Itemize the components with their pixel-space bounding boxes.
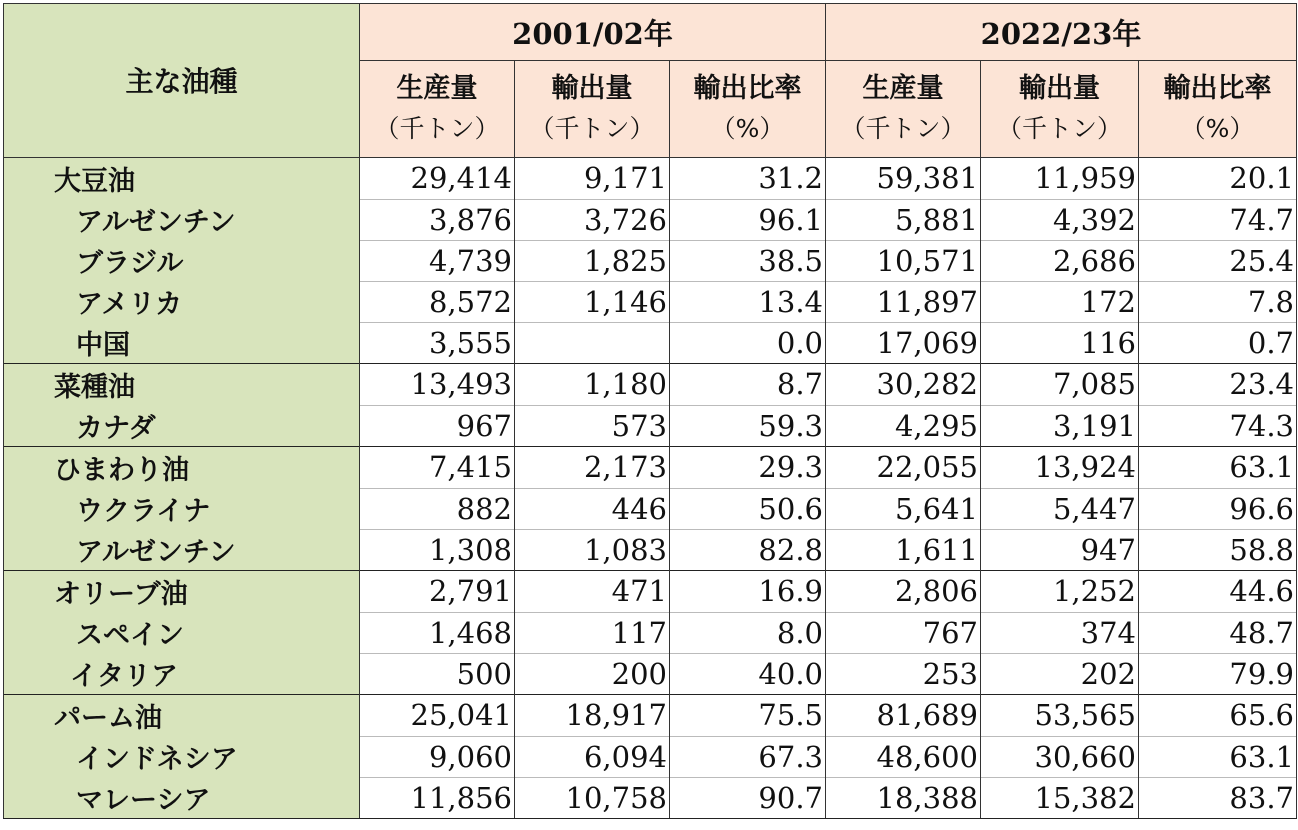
value-cell: 1,252 xyxy=(981,571,1139,613)
table-row xyxy=(4,405,1297,447)
value-cell: 82.8 xyxy=(670,529,826,571)
value-cell: 58.8 xyxy=(1139,529,1297,571)
value-cell: 1,825 xyxy=(515,240,670,281)
value-cell: 8,572 xyxy=(360,281,515,322)
value-cell: 4,392 xyxy=(981,199,1139,240)
value-cell: 573 xyxy=(515,405,670,447)
value-cell: 7.8 xyxy=(1139,281,1297,322)
value-cell: 3,876 xyxy=(360,199,515,240)
table-row xyxy=(4,529,1297,571)
value-cell: 30,282 xyxy=(826,364,981,406)
value-cell: 1,308 xyxy=(360,529,515,571)
country-name: スペイン xyxy=(4,612,360,653)
period-header-row xyxy=(4,4,1297,61)
value-cell: 2,791 xyxy=(360,571,515,613)
oil-type-name: ひまわり油 xyxy=(4,447,360,489)
value-cell: 5,447 xyxy=(981,488,1139,529)
value-cell: 29.3 xyxy=(670,447,826,489)
table-row xyxy=(4,612,1297,653)
value-cell: 253 xyxy=(826,653,981,695)
value-cell: 9,060 xyxy=(360,736,515,777)
period-header: 2001/02年 xyxy=(360,4,826,61)
country-name: ブラジル xyxy=(4,240,360,281)
column-header-unit: （%） xyxy=(710,114,785,143)
value-cell: 74.3 xyxy=(1139,405,1297,447)
value-cell: 48.7 xyxy=(1139,612,1297,653)
column-header-label: 輸出量 xyxy=(551,73,633,104)
column-header-unit: （千トン） xyxy=(996,114,1122,143)
value-cell: 3,555 xyxy=(360,322,515,364)
value-cell: 96.6 xyxy=(1139,488,1297,529)
oil-type-name: 菜種油 xyxy=(4,364,360,406)
table-row xyxy=(4,199,1297,240)
value-cell: 1,146 xyxy=(515,281,670,322)
table-row xyxy=(4,777,1297,819)
table-row xyxy=(4,571,1297,613)
value-cell: 40.0 xyxy=(670,653,826,695)
country-name: アルゼンチン xyxy=(4,199,360,240)
value-cell: 4,295 xyxy=(826,405,981,447)
value-cell: 29,414 xyxy=(360,158,515,200)
country-name: アルゼンチン xyxy=(4,529,360,571)
value-cell: 374 xyxy=(981,612,1139,653)
value-cell xyxy=(515,322,670,364)
table-row xyxy=(4,281,1297,322)
table-row xyxy=(4,364,1297,406)
value-cell: 7,415 xyxy=(360,447,515,489)
value-cell: 31.2 xyxy=(670,158,826,200)
value-cell: 7,085 xyxy=(981,364,1139,406)
value-cell: 202 xyxy=(981,653,1139,695)
value-cell: 20.1 xyxy=(1139,158,1297,200)
value-cell: 2,173 xyxy=(515,447,670,489)
column-header xyxy=(981,61,1139,158)
value-cell: 200 xyxy=(515,653,670,695)
value-cell: 18,917 xyxy=(515,695,670,737)
value-cell: 30,660 xyxy=(981,736,1139,777)
value-cell: 90.7 xyxy=(670,777,826,819)
period-header: 2022/23年 xyxy=(826,4,1297,61)
value-cell: 50.6 xyxy=(670,488,826,529)
value-cell: 63.1 xyxy=(1139,447,1297,489)
value-cell: 48,600 xyxy=(826,736,981,777)
oil-type-header: 主な油種 xyxy=(4,4,360,158)
value-cell: 63.1 xyxy=(1139,736,1297,777)
country-name: 中国 xyxy=(4,322,360,364)
value-cell: 1,611 xyxy=(826,529,981,571)
value-cell: 79.9 xyxy=(1139,653,1297,695)
column-header xyxy=(670,61,826,158)
value-cell: 117 xyxy=(515,612,670,653)
column-header xyxy=(1139,61,1297,158)
value-cell: 11,856 xyxy=(360,777,515,819)
value-cell: 67.3 xyxy=(670,736,826,777)
value-cell: 0.7 xyxy=(1139,322,1297,364)
value-cell: 44.6 xyxy=(1139,571,1297,613)
oil-type-name: 大豆油 xyxy=(4,158,360,200)
value-cell: 18,388 xyxy=(826,777,981,819)
value-cell: 947 xyxy=(981,529,1139,571)
table-row xyxy=(4,653,1297,695)
column-header xyxy=(360,61,515,158)
column-header-unit: （千トン） xyxy=(374,114,500,143)
value-cell: 2,686 xyxy=(981,240,1139,281)
oil-production-export-table xyxy=(3,3,1297,819)
value-cell: 446 xyxy=(515,488,670,529)
value-cell: 5,881 xyxy=(826,199,981,240)
value-cell: 25.4 xyxy=(1139,240,1297,281)
column-header-label: 輸出比率 xyxy=(693,73,802,104)
value-cell: 81,689 xyxy=(826,695,981,737)
value-cell: 83.7 xyxy=(1139,777,1297,819)
value-cell: 6,094 xyxy=(515,736,670,777)
value-cell: 11,897 xyxy=(826,281,981,322)
value-cell: 59,381 xyxy=(826,158,981,200)
value-cell: 1,468 xyxy=(360,612,515,653)
country-name: アメリカ xyxy=(4,281,360,322)
oil-table-container xyxy=(3,3,1297,819)
value-cell: 500 xyxy=(360,653,515,695)
country-name: マレーシア xyxy=(4,777,360,819)
country-name: イタリア xyxy=(4,653,360,695)
value-cell: 23.4 xyxy=(1139,364,1297,406)
column-header-label: 生産量 xyxy=(862,73,944,104)
value-cell: 13,493 xyxy=(360,364,515,406)
value-cell: 25,041 xyxy=(360,695,515,737)
value-cell: 10,758 xyxy=(515,777,670,819)
value-cell: 53,565 xyxy=(981,695,1139,737)
oil-type-name: オリーブ油 xyxy=(4,571,360,613)
value-cell: 59.3 xyxy=(670,405,826,447)
value-cell: 74.7 xyxy=(1139,199,1297,240)
value-cell: 22,055 xyxy=(826,447,981,489)
table-row xyxy=(4,488,1297,529)
value-cell: 8.0 xyxy=(670,612,826,653)
country-name: カナダ xyxy=(4,405,360,447)
value-cell: 2,806 xyxy=(826,571,981,613)
value-cell: 471 xyxy=(515,571,670,613)
column-header-label: 輸出比率 xyxy=(1163,73,1272,104)
value-cell: 0.0 xyxy=(670,322,826,364)
table-body xyxy=(4,158,1297,819)
value-cell: 116 xyxy=(981,322,1139,364)
column-header-unit: （千トン） xyxy=(529,114,655,143)
value-cell: 967 xyxy=(360,405,515,447)
table-row xyxy=(4,736,1297,777)
country-name: インドネシア xyxy=(4,736,360,777)
value-cell: 13,924 xyxy=(981,447,1139,489)
column-header xyxy=(826,61,981,158)
value-cell: 13.4 xyxy=(670,281,826,322)
value-cell: 1,180 xyxy=(515,364,670,406)
value-cell: 11,959 xyxy=(981,158,1139,200)
value-cell: 767 xyxy=(826,612,981,653)
value-cell: 75.5 xyxy=(670,695,826,737)
table-row xyxy=(4,322,1297,364)
value-cell: 16.9 xyxy=(670,571,826,613)
table-row xyxy=(4,240,1297,281)
table-row xyxy=(4,158,1297,200)
value-cell: 3,726 xyxy=(515,199,670,240)
value-cell: 172 xyxy=(981,281,1139,322)
column-header-label: 生産量 xyxy=(396,73,478,104)
value-cell: 38.5 xyxy=(670,240,826,281)
value-cell: 8.7 xyxy=(670,364,826,406)
value-cell: 96.1 xyxy=(670,199,826,240)
column-header-unit: （%） xyxy=(1180,114,1255,143)
value-cell: 1,083 xyxy=(515,529,670,571)
oil-type-name: パーム油 xyxy=(4,695,360,737)
table-row xyxy=(4,447,1297,489)
column-header xyxy=(515,61,670,158)
value-cell: 10,571 xyxy=(826,240,981,281)
value-cell: 882 xyxy=(360,488,515,529)
country-name: ウクライナ xyxy=(4,488,360,529)
column-header-label: 輸出量 xyxy=(1019,73,1100,104)
value-cell: 17,069 xyxy=(826,322,981,364)
table-row xyxy=(4,695,1297,737)
value-cell: 15,382 xyxy=(981,777,1139,819)
value-cell: 3,191 xyxy=(981,405,1139,447)
value-cell: 4,739 xyxy=(360,240,515,281)
value-cell: 5,641 xyxy=(826,488,981,529)
column-header-unit: （千トン） xyxy=(840,114,966,143)
value-cell: 9,171 xyxy=(515,158,670,200)
value-cell: 65.6 xyxy=(1139,695,1297,737)
